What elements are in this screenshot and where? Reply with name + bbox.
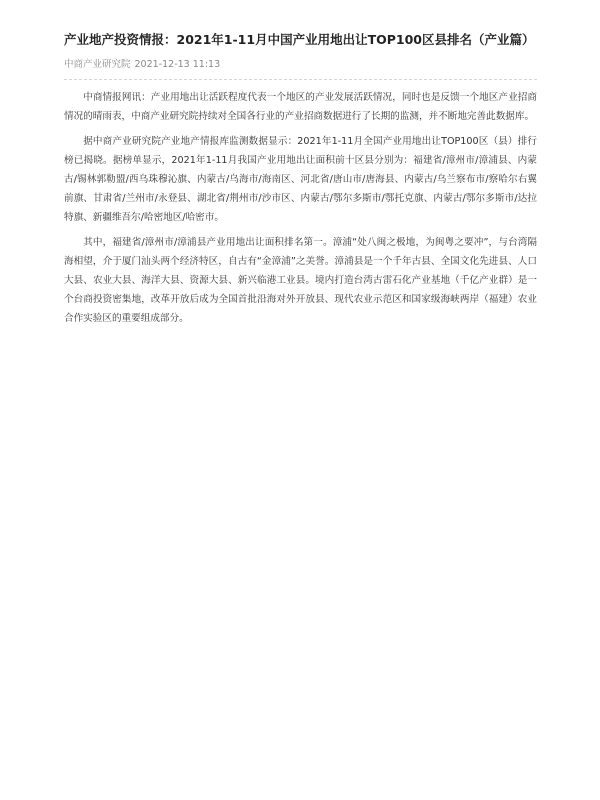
divider [64,79,537,80]
article-body [64,88,537,328]
paragraph-zhangpu: 其中，福建省/漳州市/漳浦县产业用地出让面积排名第一。漳浦“处八闽之极地，为闽粤之要冲”，与台湾隔海相望，介于厦门汕头两个经济特区，自古有“金漳浦”之美誉。漳浦县是一个千年古县、全国文化先进县、人口大县、农业大县、海洋大县、资源大县、新兴临港工业县。境内打造台湾古雷石化产业基地（千亿产业群）是一个台商投资密集地，改革开放后成为全国首批沿海对外开放县、现代农业示范区和国家级海峡两岸（福建）农业合作实验区的重要组成部分。 [64,237,537,324]
article-meta [64,58,537,72]
paragraph-intro: 中商情报网讯：产业用地出让活跃程度代表一个地区的产业发展活跃情况，同时也是反馈一个地区产业招商情况的晴雨表，中商产业研究院持续对全国各行业的产业招商数据进行了长期的监测，并不断地完善此数据库。 [64,92,537,122]
article-title: 产业地产投资情报：2021年1-11月中国产业用地出让TOP100区县排名（产业篇） [64,32,535,47]
article-source[interactable]: 中商产业研究院 [64,59,131,70]
paragraph-ranking: 据中商产业研究院产业地产情报库监测数据显示：2021年1-11月全国产业用地出让TOP100区（县）排行榜已揭晓。据榜单显示，2021年1-11月我国产业用地出让面积前十区县分别为：福建省/漳州市/漳浦县、内蒙古/锡林郭勒盟/西乌珠穆沁旗、内蒙古/乌海市/海南区、河北省/唐山市/唐海县、内蒙古/乌兰察布市/察哈尔右翼前旗、甘肃省/兰州市/永登县、湖北省/荆州市/沙市区、内蒙古/鄂尔多斯市/鄂托克旗、内蒙古/鄂尔多斯市/达拉特旗、新疆维吾尔/哈密地区/哈密市。 [64,136,537,223]
article-date: 2021-12-13 11:13 [134,59,221,70]
